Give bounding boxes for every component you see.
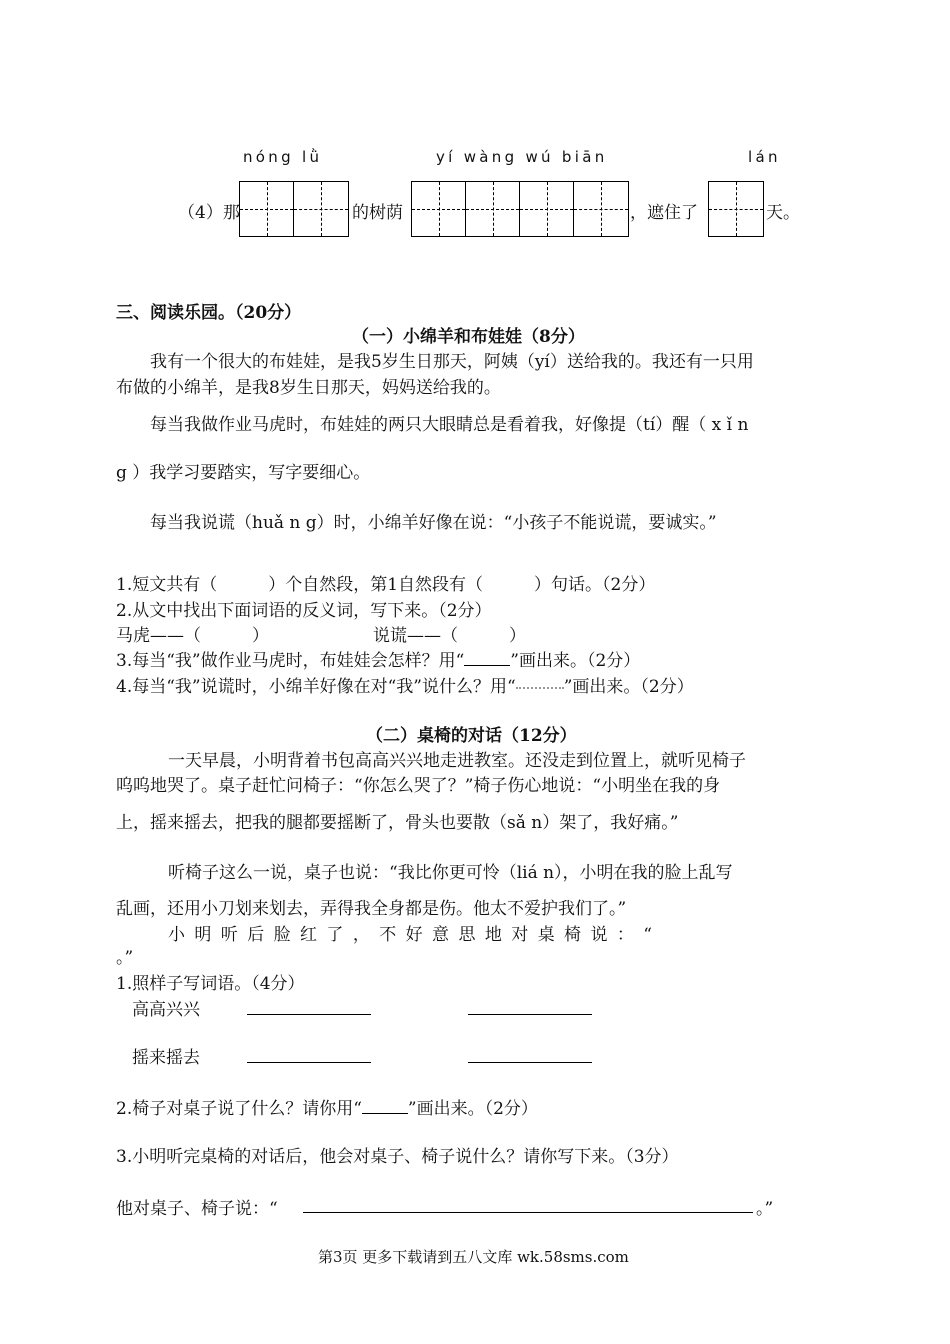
part1-q2-a: 马虎——（ ） [116,626,269,646]
page-footer: 第3页 更多下载请到五八文库 wk.58sms.com [318,1248,629,1266]
part2-para1-line1: 一天早晨，小明背着书包高高兴兴地走进教室。还没走到位置上，就听见椅子 [168,751,746,771]
part2-para2-line1: 听椅子这么一说，桌子也说：“我比你更可怜（liá n），小明在我的脸上乱写 [168,863,733,883]
answer-box-yiwangwubian[interactable] [411,181,629,237]
part1-q3-text-b: ”画出来。（2分） [510,651,641,671]
answer-line[interactable] [468,1062,592,1063]
part1-q4 [116,672,694,697]
section-heading: 三、阅读乐园。（20分） [116,303,302,323]
part2-para3-line1: 小 明 听 后 脸 红 了 ， 不 好 意 思 地 对 桌 椅 说 ： “ [168,925,652,945]
part2-q2-text-a: 2.椅子对桌子说了什么？请你用“ [116,1099,362,1119]
answer-line-long[interactable] [303,1212,753,1213]
part2-example2: 摇来摇去 [132,1048,200,1068]
part1-title: （一）小绵羊和布娃娃（8分） [352,327,585,347]
part1-para2-line2: g ）我学习要踏实，写字要细心。 [116,463,371,483]
fill-end: 天。 [766,203,800,223]
part2-para1-line3: 上，摇来摇去，把我的腿都要摇断了，骨头也要散（sǎ n）架了，我好痛。” [116,813,679,833]
part1-q2-b: 说谎——（ ） [373,626,526,646]
part1-q3 [116,646,640,671]
part1-para1-line2: 布做的小绵羊，是我8岁生日那天，妈妈送给我的。 [116,378,501,398]
pinyin-yiwangwubian: yí wàng wú biān [436,148,608,166]
part2-answer-prefix: 他对桌子、椅子说：“ [116,1199,278,1219]
answer-line[interactable] [468,1014,592,1015]
part1-q1: 1.短文共有（ ）个自然段，第1自然段有（ ）句话。（2分） [116,575,656,595]
underline-mark [464,664,510,666]
pinyin-nonglv: nóng lǜ [243,148,323,166]
part2-q3: 3.小明听完桌椅的对话后，他会对桌子、椅子说什么？请你写下来。（3分） [116,1147,679,1167]
fill-after: ，遮住了 [630,203,698,223]
part2-title: （二）桌椅的对话（12分） [366,726,577,746]
pinyin-lan: lán [748,148,781,166]
fill-mid: 的树荫 [352,203,403,223]
part1-para2-line1: 每当我做作业马虎时，布娃娃的两只大眼睛总是看着我，好像提（tí）醒（ x ǐ n [150,415,749,435]
part1-q2: 2.从文中找出下面词语的反义词，写下来。（2分） [116,601,492,621]
part1-para3: 每当我说谎（huǎ n g）时，小绵羊好像在说：“小孩子不能说谎，要诚实。” [150,513,717,533]
part2-para1-line2: 呜呜地哭了。桌子赶忙问椅子：“你怎么哭了？”椅子伤心地说：“小明坐在我的身 [116,776,721,796]
part1-q4-text-a: 4.每当“我”说谎时，小绵羊好像在对“我”说什么？用“ [116,677,516,697]
part2-answer-suffix: 。” [756,1199,774,1219]
part2-q2 [116,1094,538,1119]
wavy-line-mark [516,687,564,689]
answer-box-lan[interactable] [708,181,764,237]
answer-line[interactable] [247,1062,371,1063]
part2-example1: 高高兴兴 [132,1000,200,1020]
underline-mark [362,1112,408,1114]
part2-q1: 1.照样子写词语。（4分） [116,974,305,994]
answer-box-nonglv[interactable] [239,181,349,237]
answer-line[interactable] [247,1014,371,1015]
part1-q3-text-a: 3.每当“我”做作业马虎时，布娃娃会怎样？用“ [116,651,465,671]
part2-para2-line2: 乱画，还用小刀划来划去，弄得我全身都是伤。他太不爱护我们了。” [116,899,627,919]
part1-para1-line1: 我有一个很大的布娃娃，是我5岁生日那天，阿姨（yí）送给我的。我还有一只用 [150,352,754,372]
part2-para3-line2: 。” [116,948,134,968]
part2-q2-text-b: ”画出来。（2分） [407,1099,538,1119]
part1-q4-text-b: ”画出来。（2分） [563,677,694,697]
fill-prefix: （4）那 [178,203,240,223]
